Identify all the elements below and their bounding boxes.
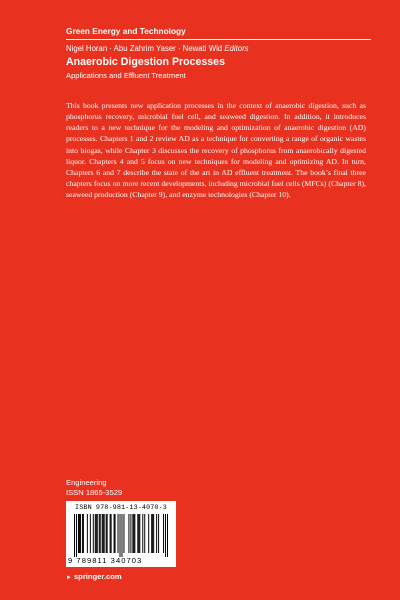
barcode-bar	[80, 514, 81, 553]
barcode-bar	[139, 514, 140, 553]
barcode-bar	[138, 514, 139, 553]
barcode-bar	[90, 514, 91, 553]
barcode-bar	[82, 514, 83, 553]
subject-category: Engineering	[66, 478, 107, 487]
editor-names: Nigel Horan · Abu Zahrim Yaser · Newati Wid	[66, 44, 223, 53]
isbn-label: ISBN 978-981-13-4070-3	[75, 504, 167, 512]
barcode-bar	[156, 514, 157, 553]
issn: ISSN 1865-3529	[66, 488, 123, 497]
barcode-bar	[78, 514, 79, 553]
barcode-bar	[121, 514, 122, 557]
barcode-bar	[93, 514, 94, 553]
barcode-bar	[130, 514, 131, 553]
book-title: Anaerobic Digestion Processes	[66, 56, 225, 68]
barcode-bar	[95, 514, 96, 553]
barcode-bar	[152, 514, 153, 553]
barcode-bar	[76, 514, 77, 557]
barcode-bar	[165, 514, 166, 557]
barcode-bar	[167, 514, 168, 557]
barcode-bar	[115, 514, 116, 553]
barcode-bar	[104, 514, 105, 553]
publisher-link[interactable]	[66, 572, 122, 581]
barcode-bar	[110, 514, 111, 553]
barcode-bar	[148, 514, 149, 553]
barcode-bar	[106, 514, 107, 553]
barcode	[66, 501, 176, 567]
barcode-bar	[142, 514, 143, 553]
barcode-bar	[118, 514, 119, 553]
barcode-bar	[123, 514, 124, 553]
book-description: This book presents new application processes in the context of anaerobic digestion, such as phosphorus recovery, microbial fuel cell, and seaweed digestion. In addition, it introduces readers to a new technique for the modeling and optimization of anaerobic digestion (AD) processes. Chapters 1 and 2 review AD as a technique for converting a range of organic wastes into biogas, while Chapter 3 discusses the recovery of phosphorus from anaerobically digested liquor. Chapters 4 and 5 focus on new techniques for modeling and optimizing AD. In turn, Chapters 6 and 7 describe the state of the art in AD effluent treatment. The book’s final three chapters focus on more recent developments, including microbial fuel cells (MFCs) (Chapter 8), seaweed production (Chapter 9), and enzyme technologies (Chapter 10).	[66, 101, 366, 200]
barcode-bar	[107, 514, 108, 553]
barcode-bar	[158, 514, 159, 553]
barcode-bar	[83, 514, 84, 553]
barcode-bar	[99, 514, 100, 553]
barcode-bar	[102, 514, 103, 553]
barcode-bar	[96, 514, 97, 553]
barcode-bar	[137, 514, 138, 553]
barcode-bar	[74, 514, 75, 557]
barcode-bar	[100, 514, 101, 553]
barcode-bar	[79, 514, 80, 553]
book-subtitle: Applications and Effluent Treatment	[66, 71, 186, 80]
barcode-bar	[97, 514, 98, 553]
header-rule	[66, 39, 371, 40]
barcode-bar	[144, 514, 145, 553]
barcode-bar	[133, 514, 134, 553]
barcode-bar	[151, 514, 152, 553]
barcode-digits: 9 789811 340703	[68, 556, 143, 565]
barcode-bar	[163, 514, 164, 553]
series-name: Green Energy and Technology	[66, 26, 186, 36]
barcode-bar	[103, 514, 104, 553]
barcode-bar	[120, 514, 121, 557]
barcode-bar	[134, 514, 135, 553]
publisher-url: springer.com	[73, 572, 122, 581]
arrow-right-icon: ►	[66, 575, 72, 581]
editors-role: Editors	[224, 44, 249, 53]
barcode-bar	[128, 514, 129, 553]
editors-line	[66, 44, 249, 53]
barcode-bar	[111, 514, 112, 553]
barcode-bar	[153, 514, 154, 553]
barcode-bars	[74, 514, 168, 557]
barcode-bar	[132, 514, 133, 553]
barcode-bar	[114, 514, 115, 553]
barcode-bar	[87, 514, 88, 553]
